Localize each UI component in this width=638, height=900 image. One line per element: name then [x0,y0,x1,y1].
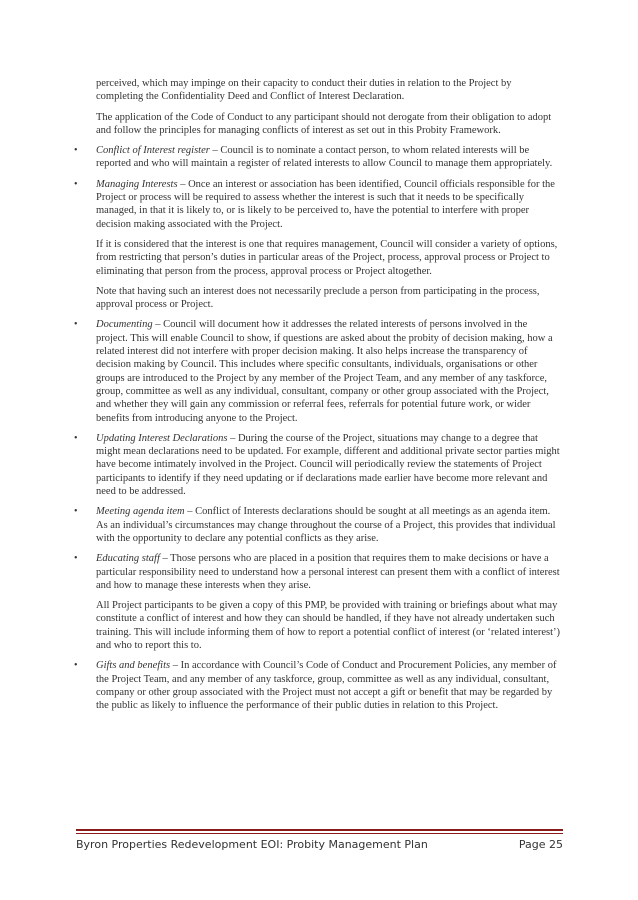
item-extra-paragraph: Note that having such an interest does not necessarily preclude a person from participating in the process, approval process or Project. [96,285,540,311]
bullet-icon: • [74,506,78,518]
page-number: Page 25 [518,838,563,851]
list-item-register [74,144,560,171]
item-extra-paragraph: If it is considered that the interest is one that requires management, Council will consider a variety of options, from restricting that person’s duties in particular areas of the Project, process, approval process or Project to eliminating that person from the process, approval process or Project altogether. [96,238,558,277]
bullet-icon: • [74,553,78,565]
item-extra-paragraph: All Project participants to be given a copy of this PMP, be provided with training or briefings about what may constitute a conflict of interest and how they can should be handled, if they have not already undertaken such training. This will include informing them of how to report a potential conflict of interest (or ‘related interest’) and who to report this to. [96,600,561,651]
item-description: – Those persons who are placed in a position that requires them to make decisions or have a particular responsibility need to understand how a personal interest can present them with a conflict of interest and how to manage these interests when they arise. [96,553,560,591]
item-term: Managing Interests [96,178,178,190]
list-item-text [96,432,560,498]
item-term: Updating Interest Declarations [96,432,228,444]
item-description: – Once an interest or association has been identified, Council officials responsible for the Project or process will be required to assess whether the interest is such that it needs to be specifically managed, in that it is likely to, or is likely to be perceived to, have the potential to interfere with proper decision making associated with the Project. [96,178,555,230]
document-body [74,77,561,719]
item-term: Meeting agenda item [96,506,185,518]
list-item-documenting [74,318,560,424]
list-item-managing [74,178,560,312]
bullet-icon: • [74,319,78,331]
item-description: – Council will document how it addresses the related interests of persons involved in the project. This will enable Council to show, if questions are asked about the probity of decision making, how a related interest did not interfere with proper decision making. It also helps increase the transparency of decision making by Council. This includes where specific consultants, individuals, organisations or other groups are introduced to the Project by any member of the Project Team, and any member of any taskforce, group, committee as well as any individual, consultant, company or other group associated with the Project, and whether they will gain any commission or referral fees, referrals for potential future work, or wider benefits from introducing anyone to the Project. [96,319,553,424]
intro-paragraph: The application of the Code of Conduct to any participant should not derogate from their obligation to adopt and follow the principles for managing conflicts of interest as set out in this Probity Framework. [96,111,552,136]
list-item-text [96,659,560,712]
page-footer [76,838,563,851]
item-term: Educating staff [96,553,160,565]
bullet-icon: • [74,432,78,444]
footer-title: Byron Properties Redevelopment EOI: Probity Management Plan [76,838,428,851]
item-description: – Conflict of Interests declarations should be sought at all meetings as an agenda item. As an individual’s circumstances may change throughout the course of a Project, this provides that individual with the opportunity to declare any potential conflicts as they arise. [96,506,556,544]
bullet-icon: • [74,145,78,157]
bullet-icon: • [74,178,78,190]
item-term: Documenting [96,319,153,331]
list-item-meeting [74,505,560,545]
item-description: – Council is to nominate a contact person, to whom related interests will be reported and who will maintain a register of related interests to allow Council to manage them appropriately. [96,145,553,170]
list-item-text [96,552,560,592]
item-description: – During the course of the Project, situations may change to a degree that might mean declarations need to be updated. For example, different and additional private sector parties might have become intimately involved in the Project. Council will periodically review the statements of Project participants to identify if they need updating or if declarations made earlier have become more relevant and need to be addressed. [96,432,560,498]
list-item-updating [74,432,560,498]
item-description: – In accordance with Council’s Code of Conduct and Procurement Policies, any member of the Project Team, and any member of any taskforce, group, committee as well as any individual, consultant, company or other group associated with the Project must not accept a gift or benefit that may be regarded by the public as likely to influence the performance of their public duties in relation to this Project. [96,660,557,712]
footer-divider [76,829,563,831]
intro-paragraph: perceived, which may impinge on their capacity to conduct their duties in relation to the Project by completing the Confidentiality Deed and Conflict of Interest Declaration. [96,78,512,103]
item-term: Gifts and benefits [96,660,171,672]
list-item-text [96,318,560,424]
list-item-educating [74,552,561,652]
footer-divider-thin [76,833,563,834]
item-term: Conflict of Interest register [96,145,210,157]
list-item-gifts [74,659,560,712]
list-item-text [96,505,560,545]
bullet-icon: • [74,660,78,672]
list-item-text [96,144,560,171]
list-item-text [96,178,560,231]
